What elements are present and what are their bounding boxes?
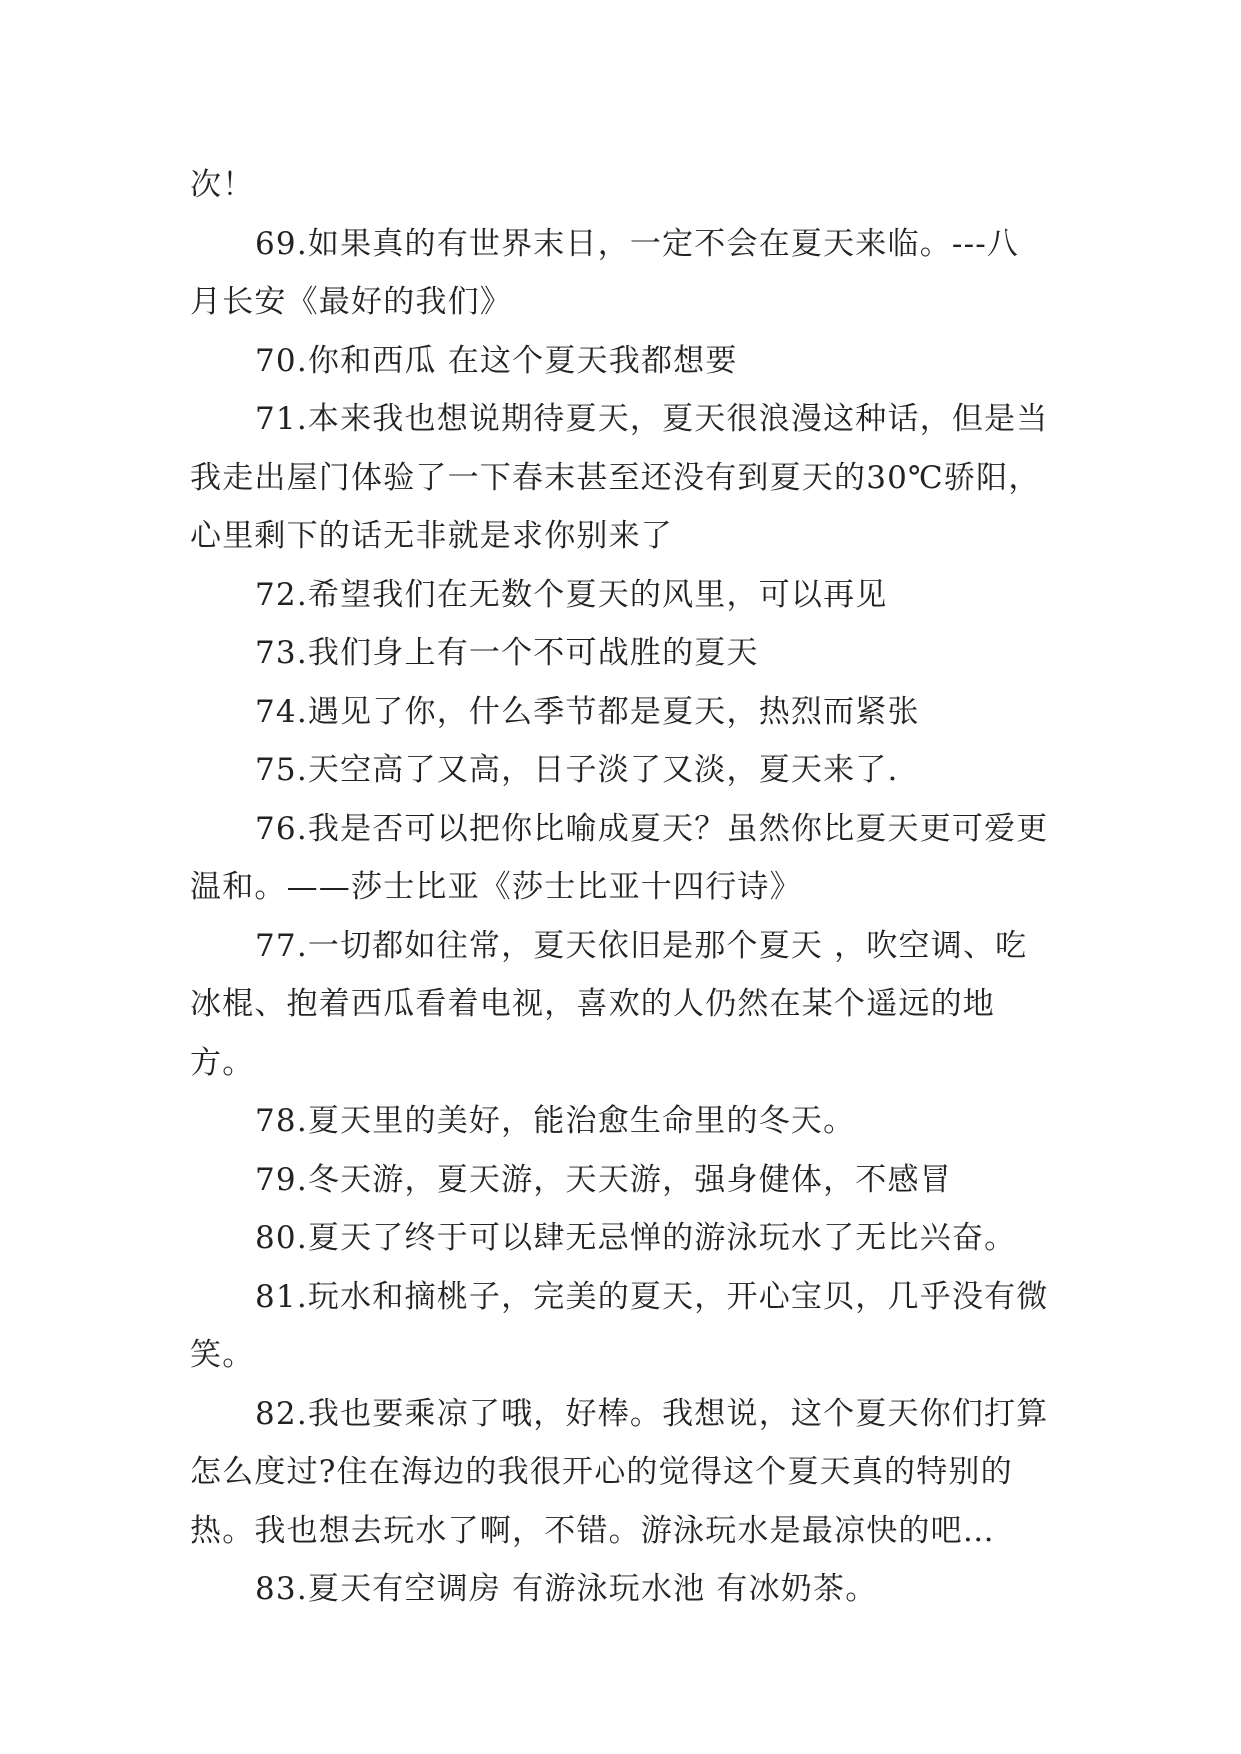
paragraph-79: 79.冬天游，夏天游，天天游，强身健体，不感冒 [255,1161,952,1198]
paragraph-76: 76.我是否可以把你比喻成夏天？虽然你比夏天更可爱更温和。——莎士比亚《莎士比亚十四行诗》 [190,810,1049,905]
paragraph-continuation: 次！ [190,167,255,203]
paragraph-80: 80.夏天了终于可以肆无忌惮的游泳玩水了无比兴奋。 [255,1220,1017,1256]
paragraph-73: 73.我们身上有一个不可战胜的夏天 [255,635,759,671]
paragraph-69: 69.如果真的有世界末日，一定不会在夏天来临。---八月长安《最好的我们》 [190,225,1020,320]
paragraph-72: 72.希望我们在无数个夏天的风里，可以再见 [255,576,888,613]
document-body [190,156,1050,1619]
paragraph-77: 77.一切都如往常，夏天依旧是那个夏天 ，吹空调、吃冰棍、抱着西瓜看着电视，喜欢的人仍然在某个遥远的地方。 [190,927,1028,1081]
paragraph-75: 75.天空高了又高，日子淡了又淡，夏天来了. [255,752,899,788]
paragraph-82: 82.我也要乘凉了哦，好棒。我想说，这个夏天你们打算怎么度过?住在海边的我很开心的觉得这个夏天真的特别的热。我也想去玩水了啊，不错。游泳玩水是最凉快的吧… [190,1395,1049,1549]
paragraph-70: 70.你和西瓜 在这个夏天我都想要 [255,342,738,379]
paragraph-74: 74.遇见了你，什么季节都是夏天，热烈而紧张 [255,693,920,730]
paragraph-81: 81.玩水和摘桃子，完美的夏天，开心宝贝，几乎没有微笑。 [190,1278,1049,1373]
paragraph-71: 71.本来我也想说期待夏天，夏天很浪漫这种话，但是当我走出屋门体验了一下春末甚至还没有到夏天的30℃骄阳，心里剩下的话无非就是求你别来了 [190,401,1049,554]
paragraph-83: 83.夏天有空调房 有游泳玩水池 有冰奶茶。 [255,1571,878,1607]
paragraph-78: 78.夏天里的美好，能治愈生命里的冬天。 [255,1103,856,1139]
